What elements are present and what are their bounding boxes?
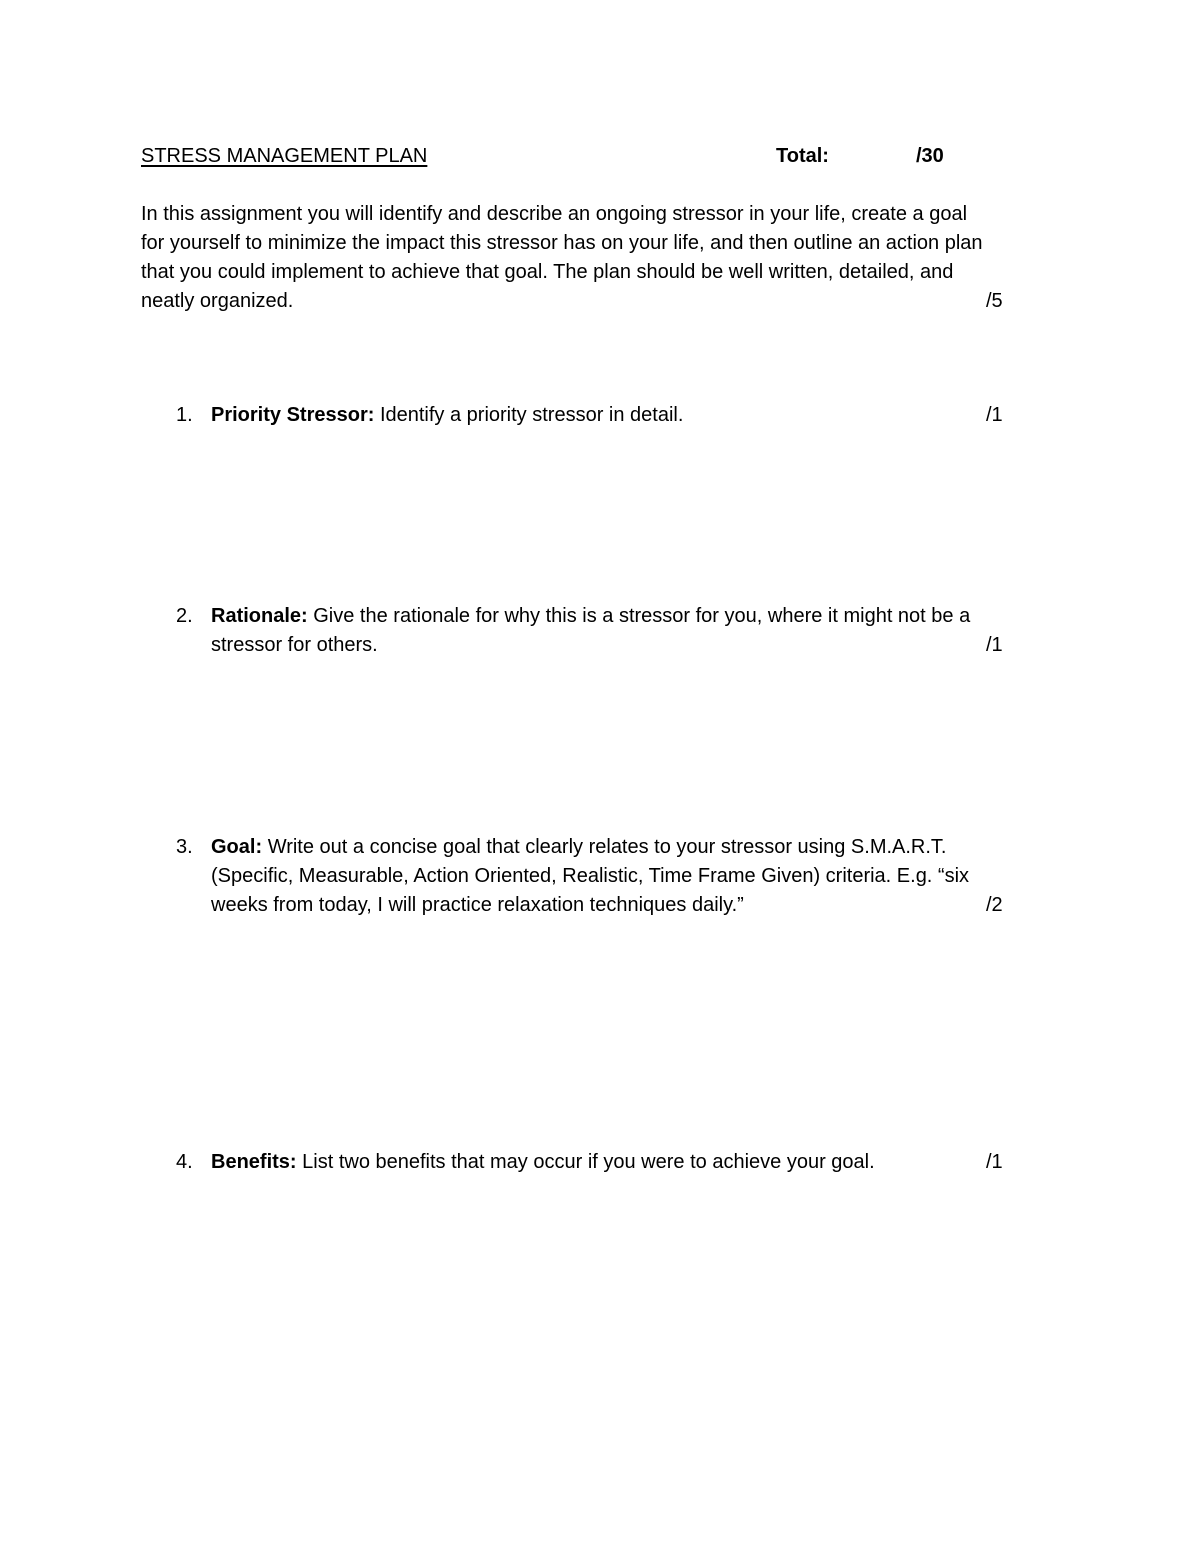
intro-line: for yourself to minimize the impact this stressor has on your life, and then outline an action plan <box>141 232 983 254</box>
question-line <box>211 891 744 920</box>
intro-line: neatly organized. <box>141 290 294 312</box>
intro-line: In this assignment you will identify and describe an ongoing stressor in your life, create a goal <box>141 203 968 225</box>
question-text: List two benefits that may occur if you were to achieve your goal. <box>302 1151 875 1173</box>
question-label: Priority Stressor: <box>211 404 375 426</box>
question-text: stressor for others. <box>211 634 378 656</box>
intro-line: that you could implement to achieve that goal. The plan should be well written, detailed, and <box>141 261 954 283</box>
question-line <box>211 631 378 660</box>
question-label: Benefits: <box>211 1151 297 1173</box>
question-text: Identify a priority stressor in detail. <box>379 404 684 426</box>
question-line <box>211 1148 875 1177</box>
question-label: Goal: <box>211 836 263 858</box>
question-text: Give the rationale for why this is a stressor for you, where it might not be a <box>313 605 971 627</box>
question-score: /2 <box>986 894 1003 916</box>
question-number: 4. <box>176 1151 193 1173</box>
question-score: /1 <box>986 634 1003 656</box>
question-text: weeks from today, I will practice relaxation techniques daily.” <box>211 894 744 916</box>
question-number: 2. <box>176 605 193 627</box>
question-score: /1 <box>986 1151 1003 1173</box>
intro-score: /5 <box>986 290 1003 312</box>
question-text: (Specific, Measurable, Action Oriented, Realistic, Time Frame Given) criteria. E.g. “six <box>211 865 970 887</box>
document-title: STRESS MANAGEMENT PLAN <box>141 145 428 167</box>
question-line <box>211 401 683 430</box>
question-number: 3. <box>176 836 193 858</box>
question-line <box>211 833 947 862</box>
question-line <box>211 602 970 631</box>
question-score: /1 <box>986 404 1003 426</box>
total-label: Total: <box>776 145 829 167</box>
question-line <box>211 862 969 891</box>
total-score: /30 <box>916 145 944 167</box>
question-label: Rationale: <box>211 605 308 627</box>
intro-paragraph <box>141 200 1071 316</box>
question-text: Write out a concise goal that clearly relates to your stressor using S.M.A.R.T. <box>267 836 947 858</box>
question-number: 1. <box>176 404 193 426</box>
